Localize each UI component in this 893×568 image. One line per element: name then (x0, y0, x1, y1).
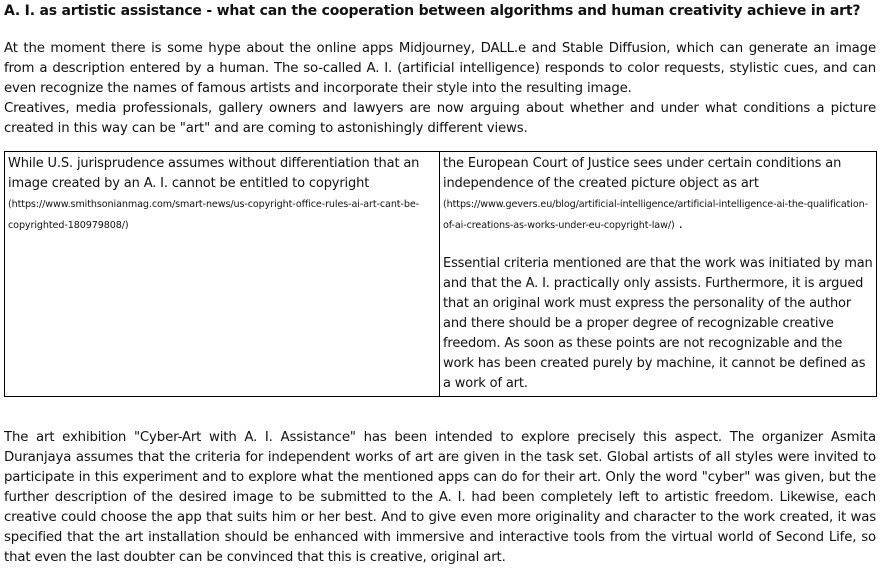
cell-spacer (443, 236, 873, 254)
eu-court-text: the European Court of Justice sees under certain conditions an independence of the created picture object as art (443, 156, 842, 191)
essential-criteria-text: Essential criteria mentioned are that the work was initiated by man and that the A. I. practically only assists. Furthermore, it is argued that an original work must express the personality of the author and there should be a proper degree of recognizable creative freedom. As soon as these points are not recognizable and the work has been created purely by machine, it cannot be defined as a work of art. (443, 256, 873, 391)
table-row (5, 152, 877, 397)
comparison-table (4, 151, 877, 397)
exhibition-paragraph: The art exhibition "Cyber-Art with A. I. Assistance" has been intended to explore precisely this aspect. The organizer Asmita Duranjaya assumes that the criteria for independent works of art are given in the task set. Global artists of all styles were invited to participate in this experiment and to explore what the mentioned apps can do for their art. Only the word "cyber" was given, but the further description of the desired image to be submitted to the A. I. had been completely left to artistic freedom. Likewise, each creative could choose the app that suits him or her best. And to give even more originality and character to the work created, it was specified that the art installation should be enhanced with immersive and interactive tools from the virtual world of Second Life, so that even the last doubter can be convinced that this is creative, original art. (4, 430, 876, 565)
intro-paragraph: At the moment there is some hype about the online apps Midjourney, DALL.e and Stable Diffusion, which can generate an image from a description entered by a human. The so-called A. I. (artificial intelligence) responds to color requests, stylistic cues, and can even recognize the names of famous artists and incorporate their style into the resulting image. (4, 41, 876, 96)
document-page (4, 0, 876, 568)
smithsonian-link[interactable]: (https://www.smithsonianmag.com/smart-news/us-copyright-office-rules-ai-art-cant-be-copyrighted-180979808/) (8, 199, 419, 231)
link-suffix: . (674, 217, 683, 232)
intro-paragraph-debate: Creatives, media professionals, gallery owners and lawyers are now arguing about whether and under what conditions a picture created in this way can be "art" and are coming to astonishingly different views. (4, 101, 876, 136)
us-jurisprudence-text: While U.S. jurisprudence assumes without differentiation that an image created by an A. I. cannot be entitled to copyright (8, 156, 420, 191)
eu-court-cell (440, 152, 877, 397)
gevers-link[interactable]: (https://www.gevers.eu/blog/artificial-intelligence/artificial-intelligence-ai-the-qualification-of-ai-creations-as-works-under-eu-copyright-law/) (443, 199, 868, 231)
us-jurisprudence-cell (5, 152, 440, 397)
page-title: A. I. as artistic assistance - what can the cooperation between algorithms and human creativity achieve in art? (4, 3, 861, 19)
